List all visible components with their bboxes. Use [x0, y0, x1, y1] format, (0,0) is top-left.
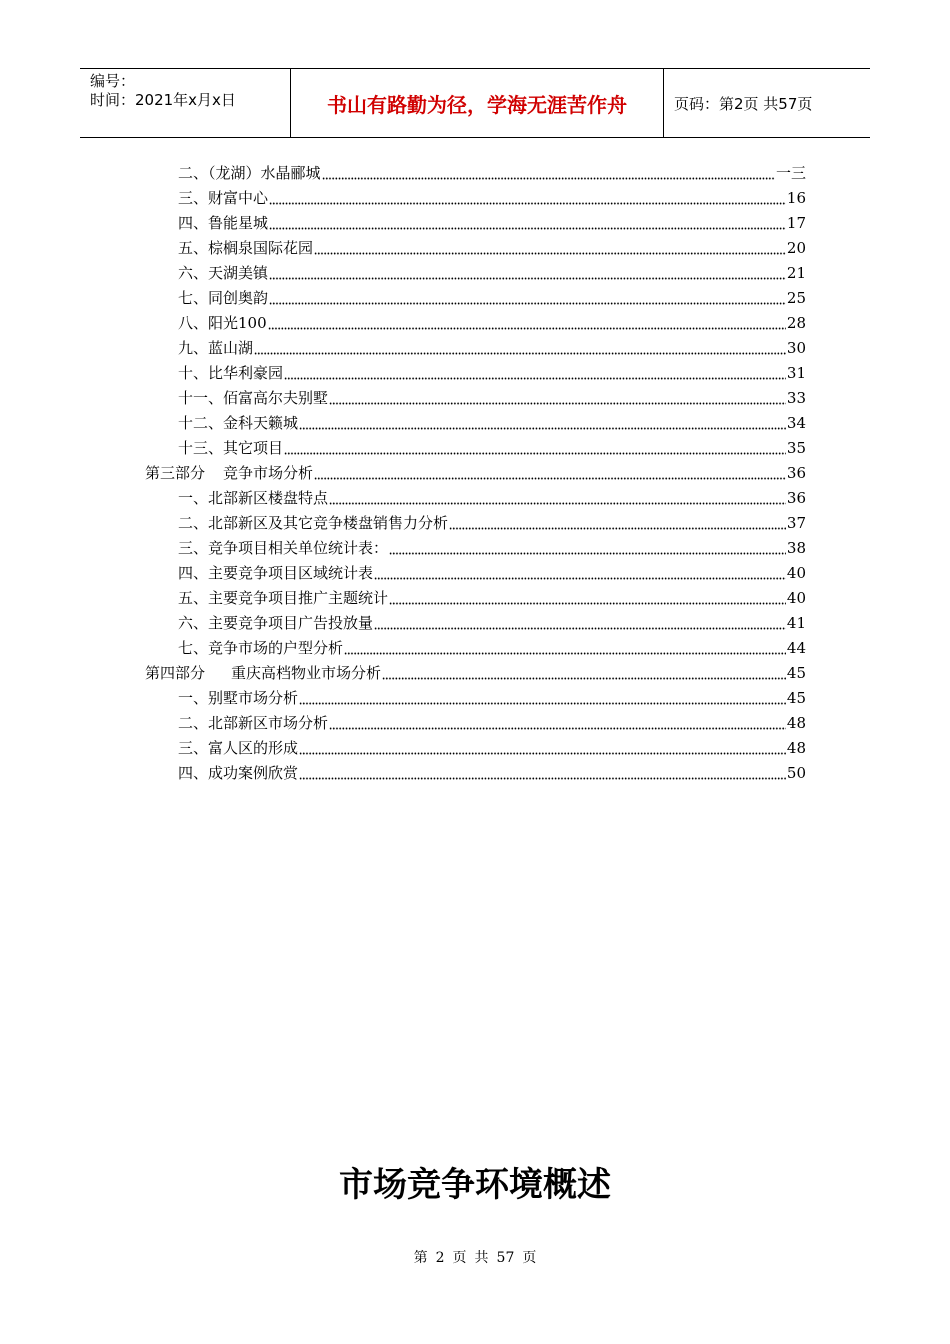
footer-middle: 页	[452, 1250, 467, 1266]
toc-dot-leader	[268, 315, 786, 330]
toc-entry-label	[178, 562, 373, 583]
toc-entry-label	[178, 412, 298, 433]
toc-dot-leader	[299, 740, 786, 755]
toc-page-number: 40	[786, 563, 806, 582]
toc-entry-label	[178, 762, 298, 783]
toc-dot-leader	[254, 340, 786, 355]
toc-entry[interactable]	[178, 185, 806, 210]
toc-part-entry[interactable]	[145, 660, 806, 685]
toc-entry-title: 三、财富中心	[178, 189, 269, 207]
toc-entry-label	[178, 337, 253, 358]
toc-page-number: 17	[786, 213, 806, 232]
section-title: 市场竞争环境概述	[339, 1165, 611, 1205]
toc-entry[interactable]	[178, 435, 806, 460]
toc-dot-leader	[269, 290, 786, 305]
toc-entry-title: 三、竞争项目相关单位统计表：	[178, 539, 389, 557]
toc-page-number: 50	[786, 763, 806, 782]
toc-entry[interactable]	[178, 335, 806, 360]
footer-suffix: 页	[522, 1250, 537, 1266]
toc-dot-leader	[314, 465, 786, 480]
footer-prefix: 第	[413, 1250, 428, 1266]
header-time: 时间：2021年x月x日	[90, 91, 236, 109]
toc-page-number: 31	[786, 363, 806, 382]
toc-page-number: 25	[786, 288, 806, 307]
toc-entry-label	[178, 362, 283, 383]
toc-entry[interactable]	[178, 685, 806, 710]
toc-part-number: 第四部分	[145, 664, 206, 682]
toc-dot-leader	[284, 365, 786, 380]
toc-entry-title: 八、阳光100	[178, 314, 267, 332]
toc-page-number: 48	[786, 738, 806, 757]
toc-entry-label	[178, 512, 448, 533]
toc-dot-leader	[329, 390, 786, 405]
toc-page-number: 44	[786, 638, 806, 657]
toc-entry[interactable]	[178, 735, 806, 760]
toc-entry[interactable]	[178, 260, 806, 285]
toc-entry-title: 四、主要竞争项目区域统计表	[178, 564, 374, 582]
toc-entry[interactable]	[178, 535, 806, 560]
toc-entry-label	[178, 287, 268, 308]
footer-total-prefix: 共	[474, 1250, 489, 1266]
header-meta	[80, 69, 291, 137]
toc-page-number: 40	[786, 588, 806, 607]
toc-entry-title: 十二、金科天籁城	[178, 414, 299, 432]
toc-entry[interactable]	[178, 485, 806, 510]
toc-page-number: 34	[786, 413, 806, 432]
toc-entry-title: 六、天湖美镇	[178, 264, 269, 282]
toc-entry[interactable]	[178, 760, 806, 785]
toc-entry-label	[178, 237, 313, 258]
toc-entry-title: 十一、佰富高尔夫别墅	[178, 389, 329, 407]
toc-entry-label	[178, 487, 328, 508]
toc-dot-leader	[299, 765, 786, 780]
toc-entry-label	[178, 537, 388, 558]
toc-entry[interactable]	[178, 235, 806, 260]
toc-page-number: 36	[786, 488, 806, 507]
toc-dot-leader	[449, 515, 786, 530]
toc-entry-label	[178, 437, 283, 458]
page-footer	[0, 1247, 950, 1267]
toc-entry[interactable]	[178, 360, 806, 385]
toc-entry[interactable]	[178, 635, 806, 660]
toc-entry[interactable]	[178, 510, 806, 535]
toc-entry-label	[178, 387, 328, 408]
toc-entry[interactable]	[178, 285, 806, 310]
toc-dot-leader	[389, 590, 786, 605]
toc-entry-label	[178, 612, 373, 633]
toc-entry-title: 十、比华利豪园	[178, 364, 284, 382]
toc-page-number: 33	[786, 388, 806, 407]
toc-page-number: 41	[786, 613, 806, 632]
toc-page-number: 21	[786, 263, 806, 282]
toc-page-number: 48	[786, 713, 806, 732]
toc-entry-title: 一、别墅市场分析	[178, 689, 299, 707]
toc-entry-title: 一、北部新区楼盘特点	[178, 489, 329, 507]
toc-entry-label	[178, 212, 268, 233]
toc-entry-label	[178, 687, 298, 708]
toc-entry-title: 二、北部新区及其它竞争楼盘销售力分析	[178, 514, 449, 532]
toc-page-number: 38	[786, 538, 806, 557]
toc-dot-leader	[374, 615, 786, 630]
toc-entry[interactable]	[178, 585, 806, 610]
toc-entry[interactable]	[178, 310, 806, 335]
toc-entry-label	[145, 462, 313, 483]
toc-page-number: 30	[786, 338, 806, 357]
toc-page-number: 37	[786, 513, 806, 532]
toc-dot-leader	[269, 190, 786, 205]
toc-entry-title: 七、同创奥韵	[178, 289, 269, 307]
toc-dot-leader	[329, 715, 786, 730]
toc-dot-leader	[389, 540, 786, 555]
toc-dot-leader	[269, 215, 786, 230]
toc-dot-leader	[269, 265, 786, 280]
toc-dot-leader	[344, 640, 786, 655]
toc-part-number: 第三部分	[145, 464, 206, 482]
toc-entry[interactable]	[178, 610, 806, 635]
toc-entry-label	[178, 262, 268, 283]
toc-dot-leader	[374, 565, 786, 580]
toc-page-number: 36	[786, 463, 806, 482]
footer-current-page: 2	[435, 1250, 445, 1266]
toc-page-number: 35	[786, 438, 806, 457]
toc-entry[interactable]	[178, 210, 806, 235]
toc-part-entry[interactable]	[145, 460, 806, 485]
toc-page-number: 45	[786, 688, 806, 707]
toc-page-number: 一三	[775, 164, 806, 182]
toc-entry-label	[178, 162, 321, 183]
toc-entry[interactable]	[178, 560, 806, 585]
toc-entry-title: 十三、其它项目	[178, 439, 284, 457]
header-motto: 书山有路勤为径，学海无涯苦作舟	[291, 69, 664, 137]
toc-entry[interactable]	[178, 710, 806, 735]
toc-entry-title: 七、竞争市场的户型分析	[178, 639, 344, 657]
table-of-contents	[0, 160, 950, 785]
toc-entry[interactable]	[178, 160, 806, 185]
toc-page-number: 20	[786, 238, 806, 257]
toc-entry-title: 四、成功案例欣赏	[178, 764, 299, 782]
toc-dot-leader	[299, 690, 786, 705]
toc-entry-label	[178, 587, 388, 608]
toc-dot-leader	[284, 440, 786, 455]
page-header	[80, 68, 870, 138]
toc-entry-title: 九、蓝山湖	[178, 339, 254, 357]
toc-page-number: 16	[786, 188, 806, 207]
toc-dot-leader	[314, 240, 786, 255]
toc-entry-label	[145, 662, 381, 683]
toc-entry-title: 二、（龙湖）水晶郦城	[178, 164, 321, 182]
header-page-info: 页码：第2页 共57页	[674, 94, 813, 113]
toc-entry-title: 四、鲁能星城	[178, 214, 269, 232]
toc-dot-leader	[329, 490, 786, 505]
toc-entry-label	[178, 737, 298, 758]
toc-entry-title: 六、主要竞争项目广告投放量	[178, 614, 374, 632]
footer-total-pages: 57	[496, 1250, 515, 1266]
toc-entry-title: 五、棕榈泉国际花园	[178, 239, 314, 257]
toc-entry-label	[178, 637, 343, 658]
toc-entry[interactable]	[178, 385, 806, 410]
toc-entry-label	[178, 712, 328, 733]
toc-entry-label	[178, 187, 268, 208]
toc-entry-title: 二、北部新区市场分析	[178, 714, 329, 732]
toc-dot-leader	[299, 415, 786, 430]
toc-page-number: 28	[786, 313, 806, 332]
toc-entry-title: 重庆高档物业市场分析	[231, 664, 382, 682]
toc-entry-title: 竞争市场分析	[223, 464, 314, 482]
toc-entry-label	[178, 312, 267, 333]
toc-page-number: 45	[786, 663, 806, 682]
toc-entry-title: 五、主要竞争项目推广主题统计	[178, 589, 389, 607]
header-number: 编号：	[90, 72, 136, 90]
toc-dot-leader	[322, 165, 775, 180]
toc-entry-title: 三、富人区的形成	[178, 739, 299, 757]
toc-entry[interactable]	[178, 410, 806, 435]
toc-dot-leader	[382, 665, 786, 680]
